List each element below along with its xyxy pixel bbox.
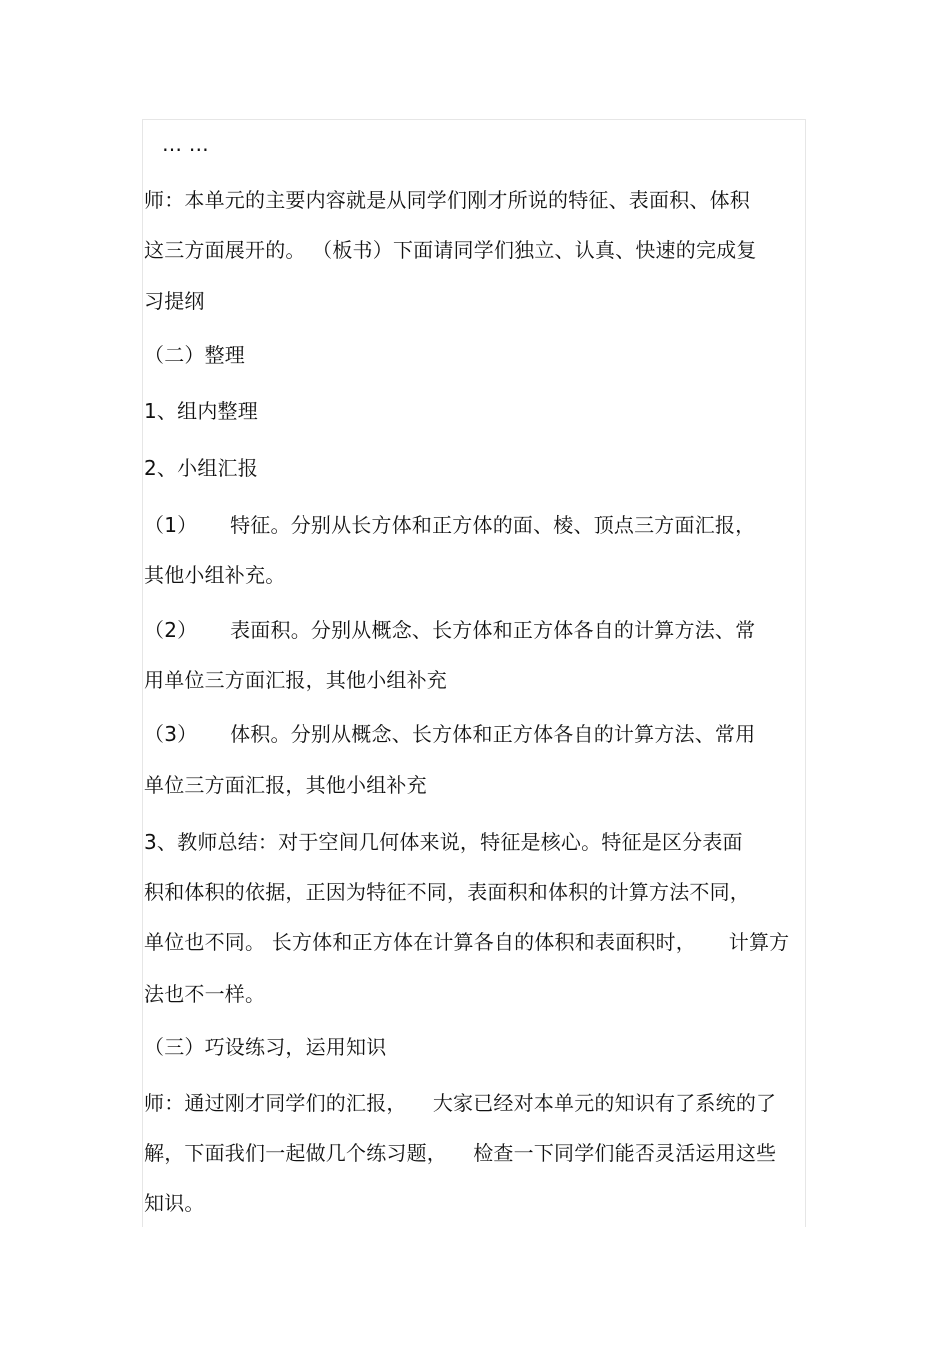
text-line: 知识。 bbox=[144, 1191, 205, 1215]
text-line: 师：本单元的主要内容就是从同学们刚才所说的特征、表面积、体积 bbox=[144, 188, 750, 212]
list-item: 3、教师总结：对于空间几何体来说，特征是核心。特征是区分表面 bbox=[144, 830, 743, 854]
text-line: 单位也不同。 长方体和正方体在计算各自的体积和表面积时， 计算方 bbox=[144, 930, 790, 954]
sub-item: （2） 表面积。分别从概念、长方体和正方体各自的计算方法、常 bbox=[144, 618, 756, 642]
text-line: 积和体积的依据，正因为特征不同，表面积和体积的计算方法不同， bbox=[144, 880, 750, 904]
text-line: 法也不一样。 bbox=[144, 982, 266, 1006]
text-line: 单位三方面汇报，其他小组补充 bbox=[144, 773, 427, 797]
list-item: 1、组内整理 bbox=[144, 399, 258, 423]
section-heading: （二）整理 bbox=[144, 343, 245, 367]
text-line: 用单位三方面汇报，其他小组补充 bbox=[144, 668, 447, 692]
section-heading: （三）巧设练习，运用知识 bbox=[144, 1035, 387, 1059]
list-item: 2、小组汇报 bbox=[144, 456, 258, 480]
text-line: 师：通过刚才同学们的汇报， 大家已经对本单元的知识有了系统的了 bbox=[144, 1091, 777, 1115]
text-line: 这三方面展开的。 （板书）下面请同学们独立、认真、快速的完成复 bbox=[144, 238, 757, 262]
ellipsis-line: … … bbox=[162, 132, 209, 156]
sub-item: （1） 特征。分别从长方体和正方体的面、棱、顶点三方面汇报， bbox=[144, 513, 756, 537]
text-line: 习提纲 bbox=[144, 289, 205, 313]
sub-item: （3） 体积。分别从概念、长方体和正方体各自的计算方法、常用 bbox=[144, 722, 756, 746]
text-line: 其他小组补充。 bbox=[144, 563, 286, 587]
text-line: 解，下面我们一起做几个练习题， 检查一下同学们能否灵活运用这些 bbox=[144, 1141, 777, 1165]
